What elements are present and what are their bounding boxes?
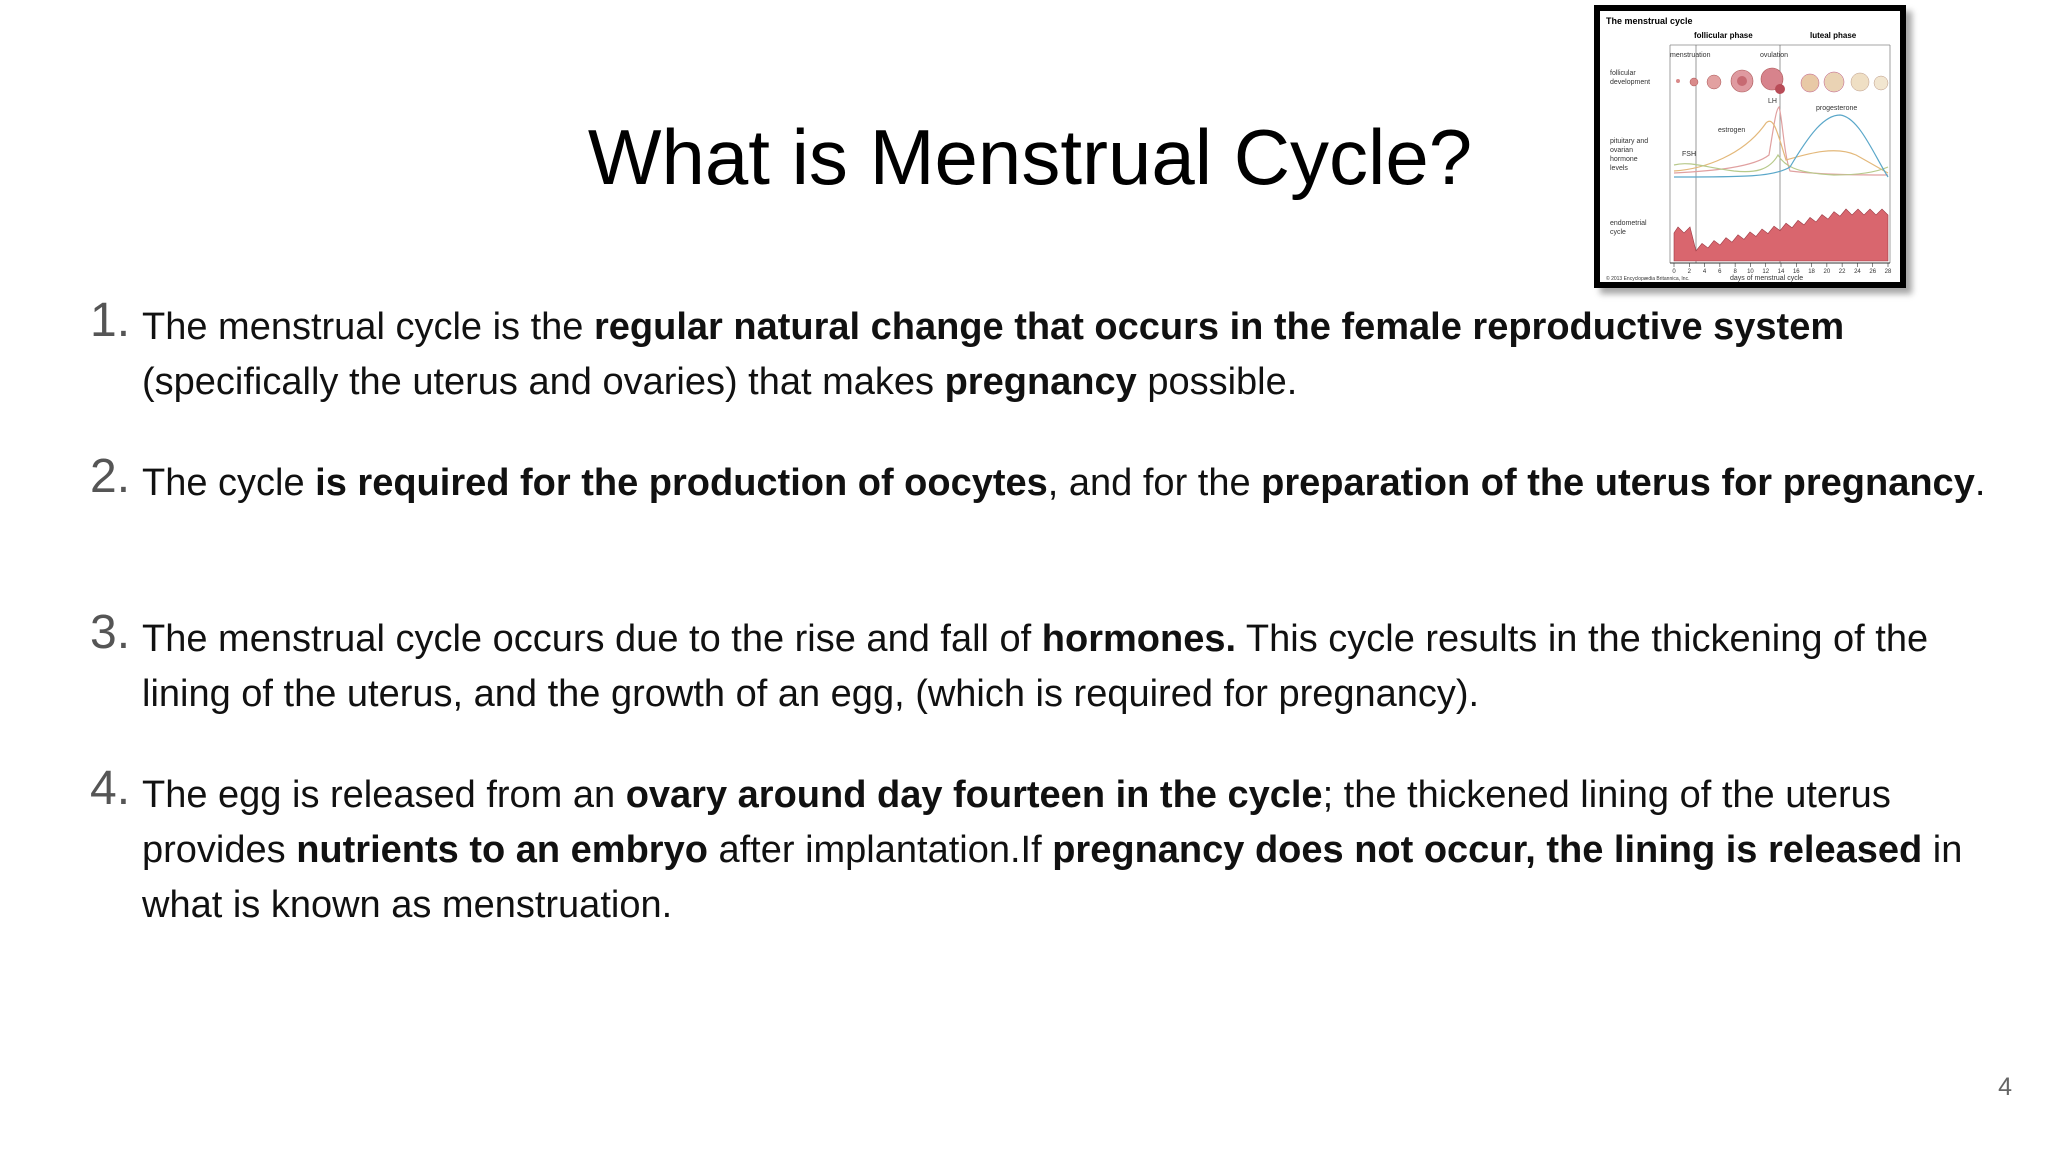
list-number: 4. — [90, 762, 131, 815]
bold-text-segment: regular natural change that occurs in the female reproductive system — [593, 306, 1845, 348]
text-segment: This cycle results in the thickening of the lining of the uterus, and the growth of an egg, (which is required for pregnancy). — [142, 618, 1929, 715]
list-item-text — [142, 456, 1990, 511]
row-label-hormone-3: hormone — [1610, 156, 1638, 163]
follicle — [1676, 79, 1680, 83]
text-segment: The cycle — [142, 462, 316, 504]
figure-diagram — [1594, 5, 1906, 288]
row-label-hormone-4: levels — [1610, 165, 1628, 172]
bold-text-segment: ovary around day fourteen in the cycle — [625, 774, 1323, 816]
text-segment: (specifically the uterus and ovaries) that makes — [142, 361, 945, 403]
bold-text-segment: hormones. — [1041, 618, 1237, 660]
follicle — [1690, 78, 1698, 86]
corpus-luteum — [1801, 74, 1819, 92]
phase-follicular-label: follicular phase — [1694, 31, 1753, 40]
text-segment: The menstrual cycle occurs due to the rise and fall of — [142, 618, 1042, 660]
corpus-luteum — [1824, 72, 1844, 92]
follicle — [1707, 75, 1721, 89]
row-label-endometrial-2: cycle — [1610, 229, 1626, 236]
text-segment: after implantation.If — [707, 829, 1053, 871]
menstruation-label: menstruation — [1670, 52, 1711, 59]
figure-title: The menstrual cycle — [1606, 16, 1693, 26]
estrogen-label: estrogen — [1718, 127, 1746, 134]
copyright-text: © 2013 Encyclopædia Britannica, Inc. — [1606, 276, 1690, 282]
text-segment: possible. — [1136, 361, 1298, 403]
day-tick-label: 10 — [1747, 269, 1754, 275]
day-tick-label: 2 — [1687, 269, 1691, 275]
progesterone-label: progesterone — [1816, 105, 1858, 112]
day-tick-label: 8 — [1733, 269, 1737, 275]
bold-text-segment: preparation of the uterus for pregnancy — [1261, 462, 1975, 504]
text-segment: , and for the — [1047, 462, 1262, 504]
day-tick-label: 18 — [1808, 269, 1815, 275]
page-number: 4 — [1998, 1073, 2012, 1101]
follicle-core — [1737, 76, 1747, 86]
list-item-text — [142, 300, 1990, 410]
fsh-label: FSH — [1682, 151, 1696, 158]
text-segment: ; the thickened lining of the uterus provides — [142, 774, 1891, 871]
list-item-text — [142, 768, 1990, 933]
bold-text-segment: nutrients to an embryo — [296, 829, 708, 871]
day-tick-label: 4 — [1702, 269, 1707, 275]
slide-title: What is Menstrual Cycle? — [587, 113, 1473, 201]
bold-text-segment: is required for the production of oocytes — [315, 462, 1048, 504]
list-number: 1. — [90, 294, 131, 347]
day-tick-label: 6 — [1718, 269, 1722, 275]
corpus-albicans — [1874, 76, 1888, 90]
text-segment: The egg is released from an — [142, 774, 626, 816]
day-tick-label: 22 — [1838, 269, 1846, 275]
list-item — [90, 450, 1990, 511]
day-tick-label: 14 — [1777, 269, 1785, 275]
day-tick-label: 24 — [1854, 269, 1861, 275]
day-tick-label: 16 — [1792, 269, 1800, 275]
bold-text-segment: pregnancy does not occur, the lining is released — [1052, 829, 1923, 871]
x-axis-label: days of menstrual cycle — [1730, 275, 1804, 282]
list-item-text — [142, 612, 1990, 722]
list-item — [90, 294, 1990, 410]
day-tick-label: 12 — [1762, 269, 1770, 275]
day-tick-label: 20 — [1823, 269, 1831, 275]
row-label-hormone-1: pituitary and — [1610, 138, 1649, 145]
day-tick-label: 0 — [1672, 269, 1676, 275]
day-tick-label: 26 — [1869, 269, 1877, 275]
menstrual-cycle-figure — [1594, 5, 1906, 288]
day-tick-label: 28 — [1884, 269, 1892, 275]
lh-label: LH — [1768, 98, 1777, 105]
row-label-endometrial-1: endometrial — [1610, 220, 1647, 227]
phase-luteal-label: luteal phase — [1810, 31, 1857, 40]
row-label-follicular-1: follicular — [1610, 70, 1636, 77]
ovulation-label: ovulation — [1760, 52, 1789, 59]
text-segment: . — [1974, 462, 1986, 504]
text-segment: in what is known as menstruation. — [142, 829, 1963, 926]
list-item — [90, 762, 1990, 933]
list-number: 3. — [90, 606, 131, 659]
list-item — [90, 606, 1990, 722]
text-segment: The menstrual cycle is the — [142, 306, 594, 348]
bold-text-segment: pregnancy — [944, 361, 1137, 403]
list-number: 2. — [90, 450, 131, 503]
ovulating-follicle — [1775, 84, 1785, 94]
row-label-follicular-2: development — [1610, 79, 1651, 86]
row-label-hormone-2: ovarian — [1610, 147, 1633, 154]
corpus-luteum — [1851, 73, 1869, 91]
